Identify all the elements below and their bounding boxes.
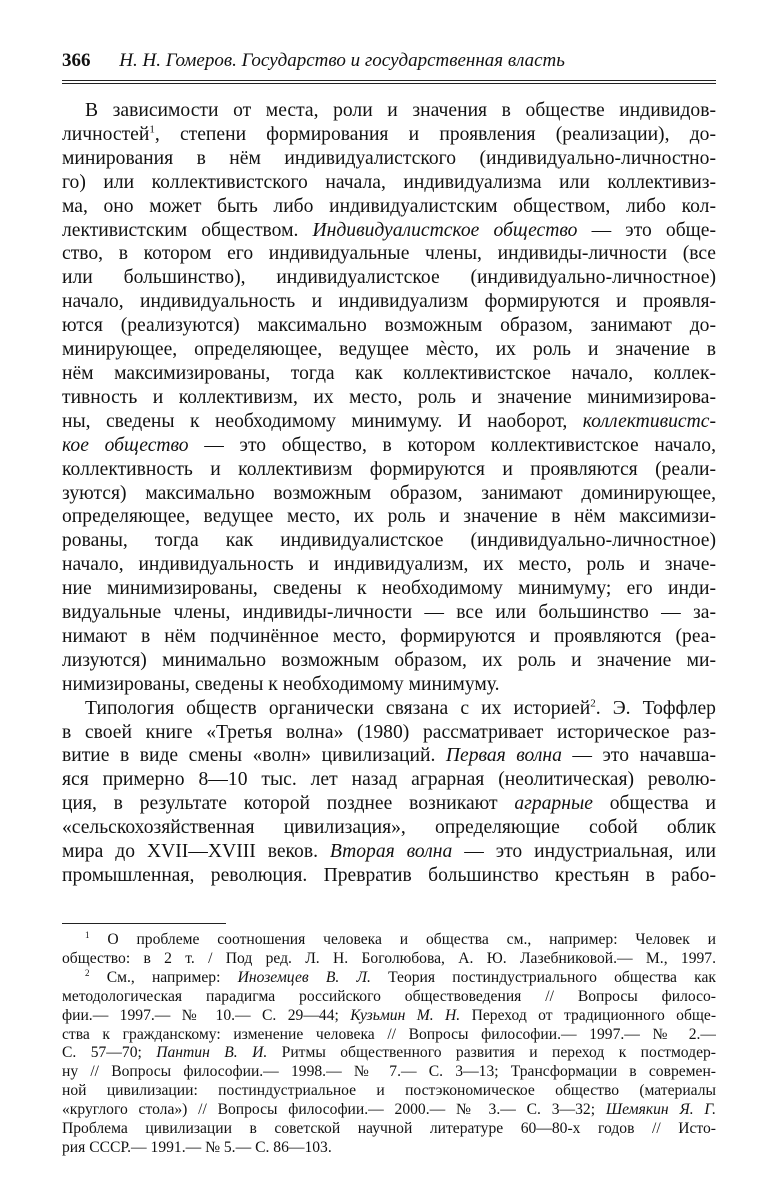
footnote-mark: 2: [85, 968, 90, 978]
text-line: рованы, тогда как индивидуалистское (индивидуально-личностное): [62, 530, 716, 552]
italic-term: коллективистс-: [582, 410, 716, 432]
text-line: коллективность и коллективизм формируются и проявляются (реали-: [62, 458, 716, 480]
footnote-ref: 1: [149, 123, 155, 136]
text-line: зуются) максимально возможным образом, занимают доминирующее,: [62, 482, 716, 504]
footnote-line: ну // Вопросы философии.— 1998.— № 7.— С. 3—13; Трансформации в современ-: [62, 1063, 716, 1081]
text-line: нём максимизированы, тогда как коллективистское начало, коллек-: [62, 362, 716, 384]
text-line: В зависимости от места, роли и значения в обществе индивидов-: [85, 100, 716, 121]
text-line: ние минимизированы, сведены к необходимому минимуму; его инди-: [62, 578, 716, 600]
footnote-line: $^2$ См., например: Иноземцев В. Л. Теория постиндустриального общества как: [85, 968, 716, 986]
text-line: яся примерно 8—10 тыс. лет назад аграрная (неолитическая) револю-: [62, 769, 716, 791]
italic-term: Индивидуалистское общество: [312, 219, 578, 241]
footnote-line: $^1$ О проблеме соотношения человека и общества см., например: Человек и: [85, 931, 716, 948]
text-line: минирования в нём индивидуалистского (индивидуально-личностно-: [62, 147, 716, 169]
text-line: ма, оно может быть либо индивидуалистским обществом, либо кол-: [62, 195, 716, 217]
italic-term: аграрные: [514, 793, 593, 815]
text-line: лективистским обществом. Индивидуалистское общество — это обще-: [62, 219, 716, 241]
text-line: видуальные члены, индивиды-личности — все или большинство — за-: [62, 602, 716, 624]
footnote-line: ства к гражданскому: изменение человека // Вопросы философии.— 1997.— № 2.—: [62, 1025, 716, 1043]
header-rule-top: [62, 80, 716, 81]
footnote-mark: 1: [85, 931, 90, 940]
text-line: ются (реализуются) максимально возможным образом, занимают до-: [62, 315, 716, 337]
running-header: [62, 50, 716, 72]
footnote-ref: 2: [590, 697, 596, 710]
text-line: личностей$^1$, степени формирования и проявления (реализации), до-: [62, 123, 716, 145]
running-title: Н. Н. Гомеров. Государство и государственная власть: [119, 50, 565, 71]
italic-term: кое общество: [62, 434, 189, 456]
text-line: кое общество — это общество, в котором коллективистское начало,: [62, 434, 716, 456]
text-line: ция, в результате которой позднее возникают аграрные общества и: [62, 793, 716, 815]
author-name: Иноземцев В. Л.: [237, 968, 371, 986]
text-line: нимают в нём подчинённое место, формируются и проявляются (реа-: [62, 625, 716, 647]
text-line: в своей книге «Третья волна» (1980) рассматривает историческое раз-: [62, 721, 716, 743]
main-text: [62, 99, 716, 888]
footnote-line: Проблема цивилизации в советской научной литературе 60—80-х годов // Исто-: [62, 1120, 716, 1138]
footnote-line: С. 57—70; Пантин В. И. Ритмы общественного развития и переход к постмодер-: [62, 1044, 716, 1062]
author-name: Шемякин Я. Г.: [605, 1101, 716, 1119]
footnote-line: фии.— 1997.— № 10.— С. 29—44; Кузьмин М. Н. Переход от традиционного обще-: [62, 1006, 716, 1024]
text-line: «сельскохозяйственная цивилизация», определяющие собой облик: [62, 817, 716, 839]
author-name: Пантин В. И.: [156, 1044, 268, 1062]
text-line: лизуются) минимально возможным образом, их роль и значение ми-: [62, 649, 716, 671]
text-line: нимизированы, сведены к необходимому минимуму.: [62, 673, 500, 695]
italic-term: Вторая волна: [329, 841, 453, 863]
page-number: 366: [62, 50, 91, 71]
footnotes: [62, 931, 716, 1158]
text-line: ство, в котором его индивидуальные члены, индивиды-личности (все: [62, 243, 716, 265]
footnote-separator: [62, 923, 226, 924]
text-line: или большинство), индивидуалистское (индивидуально-личностное): [62, 267, 716, 289]
text-line: ны, сведены к необходимому минимуму. И наоборот, коллективистс-: [62, 410, 716, 432]
italic-term: Первая волна: [445, 745, 562, 767]
text-line: витие в виде смены «волн» цивилизаций. Первая волна — это начавша-: [62, 745, 716, 767]
text-line: мира до XVII—XVIII веков. Вторая волна — это индустриальная, или: [62, 841, 716, 863]
text-line: начало, индивидуальность и индивидуализм, их место, роль и значе-: [62, 554, 716, 576]
text-line: промышленная, революция. Превратив большинство крестьян в рабо-: [62, 865, 716, 886]
footnote-line: ной цивилизации: постиндустриальное и постэкономическое общество (материалы: [62, 1082, 716, 1100]
footnote-line: общество: в 2 т. / Под ред. Л. Н. Боголюбова, А. Ю. Лазебниковой.— М., 1997.: [62, 949, 716, 967]
text-line: определяющее, ведущее место, их роль и значение в нём максимизи-: [62, 506, 716, 528]
text-line: тивность и коллективизм, их место, роль и значение минимизирова-: [62, 386, 716, 408]
text-line: начало, индивидуальность и индивидуализм формируются и проявля-: [62, 291, 716, 313]
footnote-line: методологическая парадигма российского обществоведения // Вопросы филосо-: [62, 987, 716, 1005]
text-line: го) или коллективистского начала, индивидуализма или коллективиз-: [62, 171, 716, 193]
text-line: Типология обществ органически связана с их историей$^2$. Э. Тоффлер: [85, 697, 716, 719]
footnote-line: рия СССР.— 1991.— № 5.— С. 86—103.: [62, 1138, 332, 1156]
footnote-line: «круглого стола») // Вопросы философии.— 2000.— № 3.— С. 3—32; Шемякин Я. Г.: [62, 1101, 716, 1119]
header-rule-bottom: [62, 83, 716, 84]
author-name: Кузьмин М. Н.: [350, 1006, 461, 1024]
text-line: минирующее, определяющее, ведущее мѐсто, их роль и значение в: [62, 339, 716, 361]
